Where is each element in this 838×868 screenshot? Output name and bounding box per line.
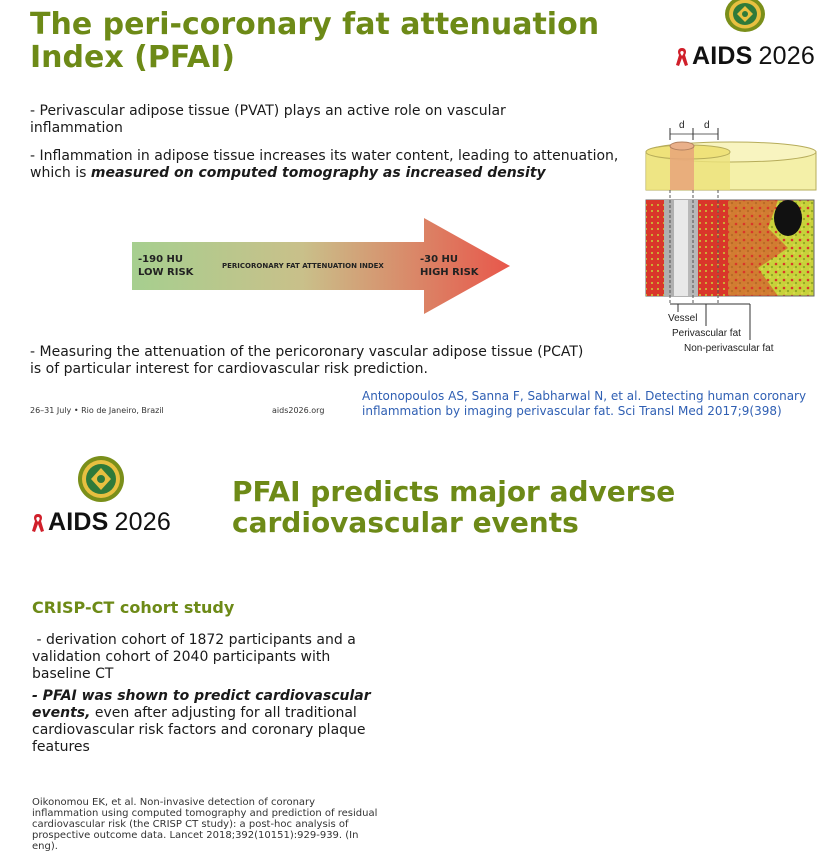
- aids2026-logo: [670, 0, 820, 71]
- red-ribbon-icon: [675, 47, 689, 67]
- arrow-high-risk: HIGH RISK: [420, 267, 479, 278]
- arrow-low-label: [138, 253, 193, 279]
- figure-label-d1: d: [679, 120, 685, 131]
- logo-text: AIDS: [692, 42, 753, 70]
- slide1-title: The peri-coronary fat attenuation Index (PFAI): [30, 7, 600, 75]
- slide1-bullet-2-emphasis: measured on computed tomography as increased density: [90, 165, 546, 181]
- arrow-high-value: -30 HU: [420, 254, 459, 265]
- slide1-bullet-2: [30, 148, 620, 182]
- red-ribbon-icon: [31, 513, 45, 533]
- slide2-subtitle: CRISP-CT cohort study: [32, 598, 235, 617]
- slide1-bullet-3: - Measuring the attenuation of the pericoronary vascular adipose tissue (PCAT) is of particular interest for cardiovascular risk prediction.: [30, 344, 584, 377]
- figure-label-vessel: Vessel: [668, 313, 698, 324]
- slide2-title: PFAI predicts major adverse cardiovascular events: [232, 475, 676, 539]
- arrow-high-label: [420, 253, 479, 279]
- slide2-bullet-1: - derivation cohort of 1872 participants and a validation cohort of 2040 participants with baseline CT: [32, 632, 361, 682]
- arrow-center-label: PERICORONARY FAT ATTENUATION INDEX: [222, 262, 384, 270]
- slide1-bullet-2-plain: - Inflammation in adipose tissue increases its water content, leading to attenuation, which is: [30, 148, 619, 181]
- aids2026-logo-slide2: [26, 454, 176, 537]
- footer-url[interactable]: aids2026.org: [272, 406, 325, 415]
- slide2-bullet-2-plain: even after adjusting for all traditional cardiovascular risk factors and coronary plaque features: [32, 705, 366, 755]
- arrow-low-risk: LOW RISK: [138, 267, 194, 278]
- footer-date-location: 26–31 July • Rio de Janeiro, Brazil: [30, 406, 164, 415]
- logo-text: AIDS: [48, 508, 109, 536]
- slide1-bullet-1: - Perivascular adipose tissue (PVAT) plays an active role on vascular inflammation: [30, 103, 506, 136]
- logo-year: 2026: [114, 508, 171, 536]
- arrow-low-value: -190 HU: [138, 254, 183, 265]
- figure-label-d2: d: [704, 120, 710, 131]
- slide2-reference: Oikonomou EK, et al. Non-invasive detection of coronary inflammation using computed tomography and prediction of residual cardiovascular risk (the CRISP CT study): a post-hoc analysis of prospective outcome data. Lancet 2018;392(10151):929-939. (In eng).: [32, 797, 378, 852]
- conference-emblem-icon: [721, 0, 769, 34]
- slide2-bullet-2-emphasis: - PFAI was shown to predict cardiovascular events,: [32, 688, 371, 721]
- figure-label-non-perivascular-fat: Non-perivascular fat: [684, 343, 774, 354]
- perivascular-fat-figure: [638, 118, 818, 358]
- conference-emblem-icon: [76, 454, 126, 504]
- figure-label-perivascular-fat: Perivascular fat: [672, 328, 741, 339]
- slide2-bullet-2: [32, 688, 384, 756]
- slide1-citation: Antonopoulos AS, Sanna F, Sabharwal N, et al. Detecting human coronary inflammation by imaging perivascular fat. Sci Transl Med 2017;9(398): [362, 389, 807, 418]
- logo-year: 2026: [758, 42, 815, 70]
